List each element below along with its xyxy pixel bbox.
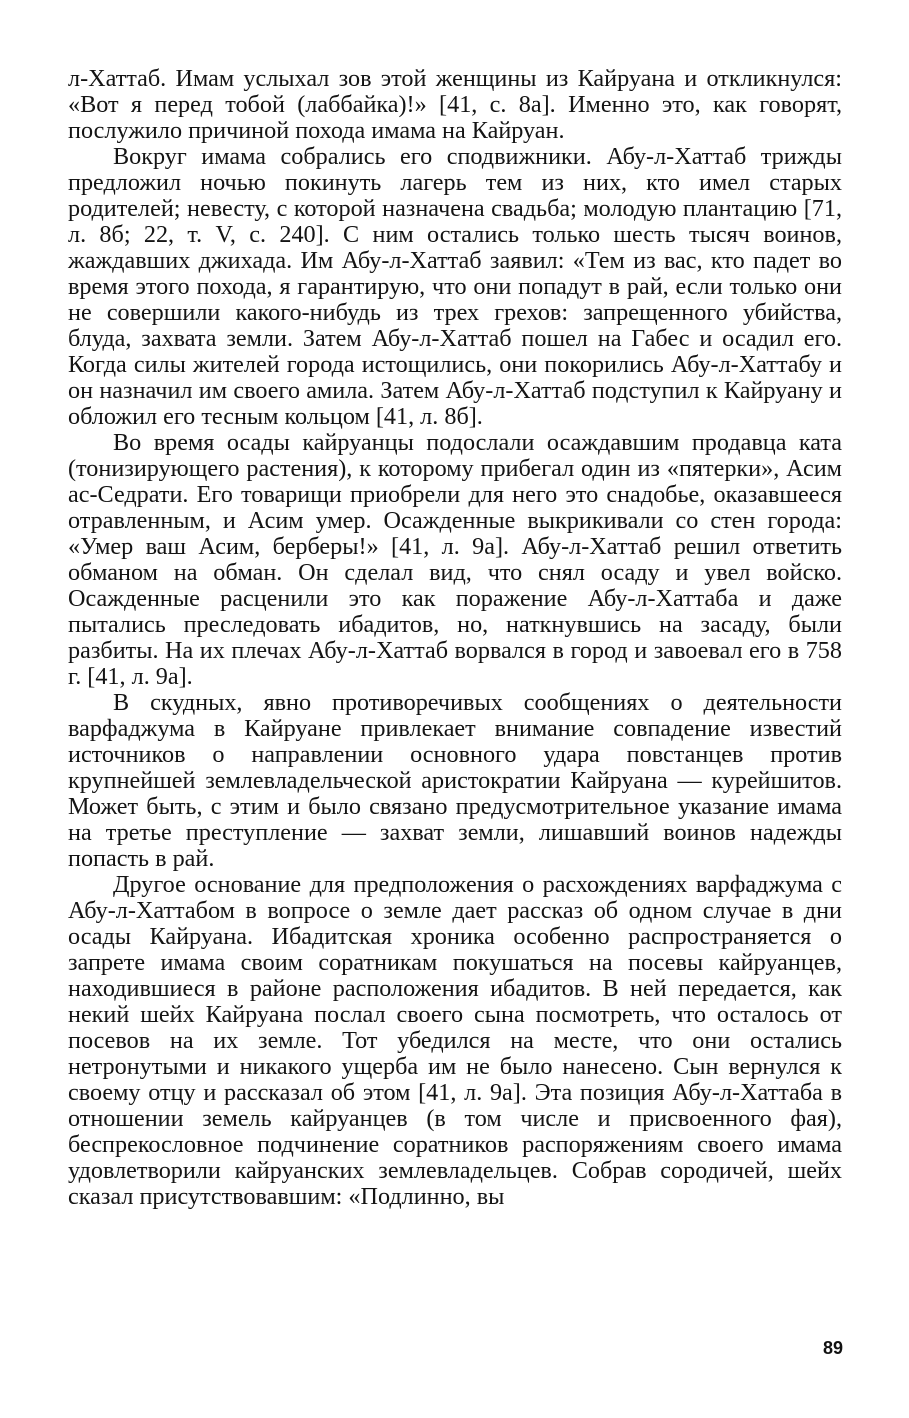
paragraph-3: Во время осады кайруанцы подослали осаждавшим продавца ката (тонизирующего растения), к которому прибегал один из «пятерки», Асим ас-Седрати. Его товарищи приобрели для него это снадобье, оказавшееся отравленным, и Асим умер. Осажденные выкрикивали со стен города: «Умер ваш Асим, берберы!» [41, л. 9а]. Абу-л-Хаттаб решил ответить обманом на обман. Он сделал вид, что снял осаду и увел войско. Осажденные расценили это как поражение Абу-л-Хаттаба и даже пытались преследовать ибадитов, но, наткнувшись на засаду, были разбиты. На их плечах Абу-л-Хаттаб ворвался в город и завоевал его в 758 г. [41, л. 9а]. xyxy=(68,429,842,690)
paragraph-5: Другое основание для предположения о расхождениях варфаджума с Абу-л-Хаттабом в вопросе о земле дает рассказ об одном случае в дни осады Кайруана. Ибадитская хроника особенно распространяется о запрете имама своим соратникам покушаться на посевы кайруанцев, находившиеся в районе расположения ибадитов. В ней передается, как некий шейх Кайруана послал своего сына посмотреть, что осталось от посевов на их земле. Тот убедился на месте, что они остались нетронутыми и никакого ущерба им не было нанесено. Сын вернулся к своему отцу и рассказал об этом [41, л. 9а]. Эта позиция Абу-л-Хаттаба в отношении земель кайруанцев (в том числе и присвоенного фая), беспрекословное подчинение соратников распоряжениям своего имама удовлетворили кайруанских землевладельцев. Собрав сородичей, шейх сказал присутствовавшим: «Подлинно, вы xyxy=(68,871,842,1210)
page-body xyxy=(68,66,842,1210)
page-number: 89 xyxy=(822,1338,843,1358)
paragraph-1: л-Хаттаб. Имам услыхал зов этой женщины из Кайруана и откликнулся: «Вот я перед тобой (лаббайка)!» [41, с. 8а]. Именно это, как говорят, послужило причиной похода имама на Кайруан. xyxy=(68,65,842,144)
paragraph-4: В скудных, явно противоречивых сообщениях о деятельности варфаджума в Кайруане привлекает внимание совпадение известий источников о направлении основного удара повстанцев против крупнейшей землевладельческой аристократии Кайруана — курейшитов. Может быть, с этим и было связано предусмотрительное указание имама на третье преступление — захват земли, лишавший воинов надежды попасть в рай. xyxy=(68,689,842,872)
paragraph-2: Вокруг имама собрались его сподвижники. Абу-л-Хаттаб трижды предложил ночью покинуть лагерь тем из них, кто имел старых родителей; невесту, с которой назначена свадьба; молодую плантацию [71, л. 8б; 22, т. V, с. 240]. С ним остались только шесть тысяч воинов, жаждавших джихада. Им Абу-л-Хаттаб заявил: «Тем из вас, кто падет во время этого похода, я гарантирую, что они попадут в рай, если только они не совершили какого-нибудь из трех грехов: запрещенного убийства, блуда, захвата земли. Затем Абу-л-Хаттаб пошел на Габес и осадил его. Когда силы жителей города истощились, они покорились Абу-л-Хаттабу и он назначил им своего амила. Затем Абу-л-Хаттаб подступил к Кайруану и обложил его тесным кольцом [41, л. 8б]. xyxy=(68,143,842,430)
